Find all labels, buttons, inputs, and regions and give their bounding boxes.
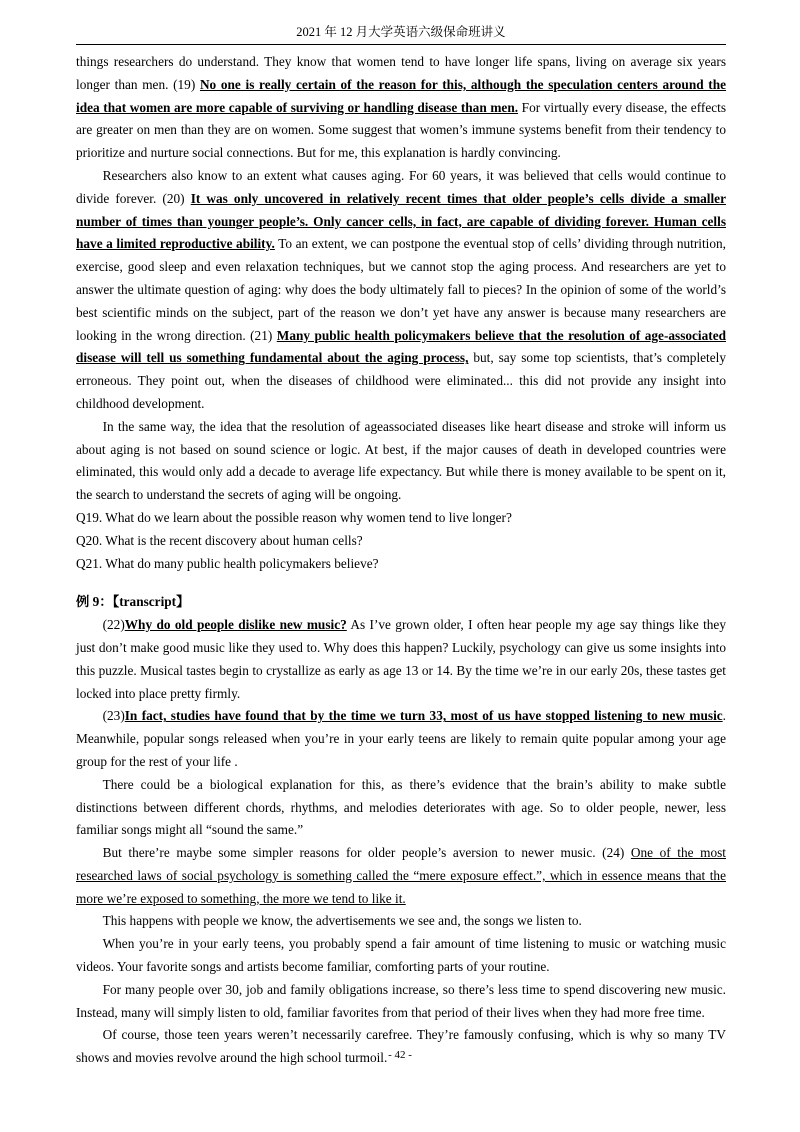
answer-22: Why do old people dislike new music? (124, 617, 347, 633)
answer-24: One of the most researched laws of social psychology is something called the “mere exposure effect.”, which in essence means that the more we’re exposed to something, the more we tend to like it. (76, 845, 726, 906)
answer-20: It was only uncovered in relatively recent times that older people’s cells divide a smaller number of times than younger people’s. Only cancer cells, in fact, are capable of dividing forever. Human cells have a limited reproductive ability. (76, 190, 726, 252)
question-20: Q20. What is the recent discovery about human cells? (76, 532, 363, 548)
paragraph-early-teens: When you’re in your early teens, you probably spend a fair amount of time listening to music or watching music videos. Your favorite songs and artists become familiar, comforting parts of your routine. (76, 936, 726, 975)
paragraph-22: (22)Why do old people dislike new music? As I’ve grown older, I often hear people my age say things like they just don’t make good music like they used to. Why does this happen? Luckily, psychology can give us some insights into this puzzle. Musical tastes begin to crystallize as early as age 13 or 14. By the time we’re in our early 20s, these tastes get locked into place pretty firmly. (76, 617, 726, 701)
answer-23: In fact, studies have found that by the time we turn 33, most of us have stopped listening to new music (124, 708, 723, 724)
paragraph-same-way: In the same way, the idea that the resolution of ageassociated diseases like heart disease and stroke will inform us about aging is not based on sound science or logic. At best, if the major causes of death in developed countries were eliminated, this would only add a decade to average life expectancy. But while there is money available to be spent on it, the search to understand the secrets of aging will be ongoing. (76, 418, 726, 503)
paragraph-24: But there’re maybe some simpler reasons for older people’s aversion to newer music. (24) One of the most researched laws of social psychology is something called the “mere exposure effect.”, which in essence means that the more we’re exposed to something, the more we tend to like it. (76, 845, 726, 906)
paragraph-over-30: For many people over 30, job and family obligations increase, so there’s less time to spend discovering new music. Instead, many will simply listen to old, familiar favorites from that period of their lives when they had more free time. (76, 981, 726, 1020)
paragraph-people-we-know: This happens with people we know, the advertisements we see and, the songs we listen to. (102, 913, 582, 929)
page-number: - 42 - (388, 1049, 412, 1061)
paragraph-19: things researchers do understand. They know that women tend to have longer life spans, living on average six years longer than men. (19) No one is really certain of the reason for this, although the speculation centers around the idea that women are more capable of surviving or handling disease than men. For virtually every disease, the effects are greater on men than they are on women. Some suggest that women’s immune systems benefit from their tendency to prioritize and nurture social connections. But for me, this explanation is hardly convincing. (76, 54, 727, 161)
answer-21: Many public health policymakers believe that the resolution of age-associated disease will tell us something fundamental about the aging process, (76, 327, 726, 366)
page-content (76, 51, 726, 1070)
paragraph-23: (23)In fact, studies have found that by the time we turn 33, most of us have stopped listening to new music. Meanwhile, popular songs released when you’re in your early teens are likely to remain quite popular among your age group for the rest of your life . (76, 708, 726, 769)
paragraph-20-21: Researchers also know to an extent what causes aging. For 60 years, it was believed that cells would continue to divide forever. (20) It was only uncovered in relatively recent times that older people’s cells divide a smaller number of times than younger people’s. Only cancer cells, in fact, are capable of dividing forever. Human cells have a limited reproductive ability. To an extent, we can postpone the eventual stop of cells’ dividing through nutrition, exercise, good sleep and even relaxation techniques, but we cannot stop the aging process. And researchers are yet to answer the ultimate question of aging: why does the body ultimately fall to pieces? In the opinion of some of the world’s best scientific minds on the subject, part of the reason we don’t yet have any answer is because many researchers are looking in the wrong direction. (21) Many public health policymakers believe that the resolution of age-associated disease will tell us something fundamental about the aging process, but, say some top scientists, that’s completely erroneous. They point out, when the diseases of childhood were eliminated... this did not provide any insight into childhood development. (76, 167, 726, 411)
paragraph-teen-years: Of course, those teen years weren’t necessarily carefree. They’re famously confusing, which is why so many TV shows and movies revolve around the high school turmoil. (76, 1027, 726, 1066)
answer-19: No one is really certain of the reason for this, although the speculation centers around the idea that women are more capable of surviving or handling disease than men. (76, 76, 727, 115)
example-9-heading: 例 9：【transcript】 (76, 594, 190, 610)
question-21: Q21. What do many public health policymakers believe? (76, 555, 379, 571)
paragraph-biological: There could be a biological explanation for this, as there’s evidence that the brain’s ability to make subtle distinctions between different chords, rhythms, and melodies deteriorates with age. So to older people, newer, less familiar songs might all “sound the same.” (76, 776, 726, 838)
question-19: Q19. What do we learn about the possible reason why women tend to live longer? (76, 509, 512, 525)
page-header: 2021 年 12 月大学英语六级保命班讲义 (76, 20, 726, 45)
